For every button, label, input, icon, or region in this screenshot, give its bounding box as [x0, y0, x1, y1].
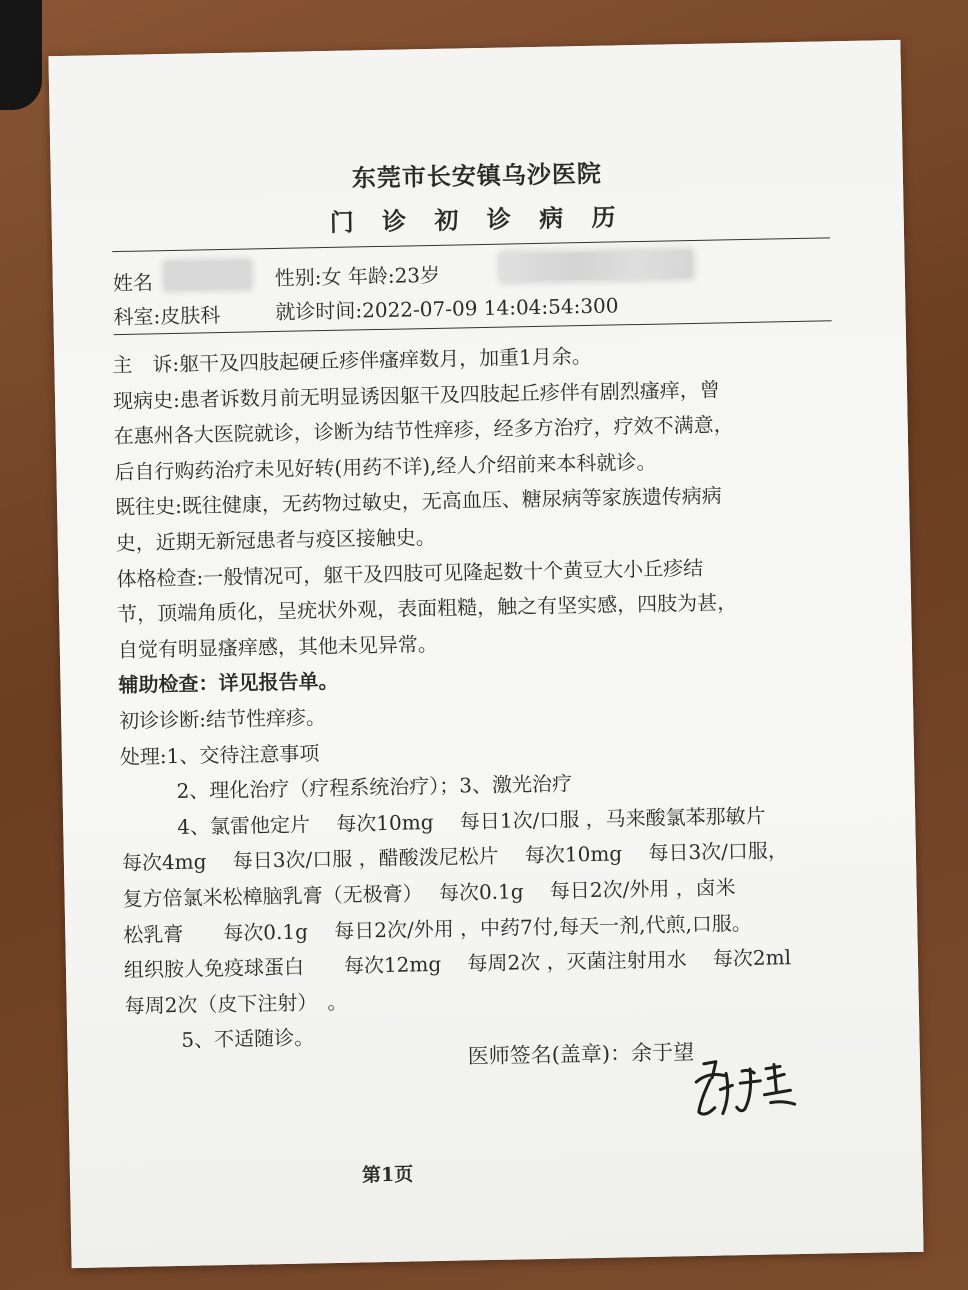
treatment-item-5: 5、不适随诊。	[181, 1025, 315, 1053]
doctor-signature-label: 医师签名(盖章)：余于望	[467, 1040, 695, 1069]
visit-time: 就诊时间:2022-07-09 14:04:54:300	[275, 293, 619, 324]
physical-exam-line-2: 节，顶端角质化，呈疣状外观，表面粗糙，触之有坚实感，四肢为甚，	[116, 590, 738, 627]
treatment-item-4-line-5: 组织胺人免疫球蛋白 每次12mg 每周2次 ，灭菌注射用水 每次2ml	[123, 945, 792, 983]
header-rule-bottom	[114, 320, 832, 335]
chief-complaint: 主 诉:躯干及四肢起硬丘疹伴瘙痒数月，加重1月余。	[112, 343, 592, 378]
page-number: 第1页	[361, 1163, 414, 1187]
treatment-item-2-3: 2、理化治疗（疗程系统治疗）；3、激光治疗	[176, 771, 573, 804]
treatment-item-4-line-6: 每周2次（皮下注射） 。	[124, 989, 348, 1018]
physical-exam-line-1: 体格检查:一般情况可，躯干及四肢可见隆起数十个黄豆大小丘疹结	[116, 555, 704, 591]
gender-age: 性别:女 年龄:23岁	[274, 262, 441, 290]
treatment-item-4-line-1: 4、氯雷他定片 每次10mg 每日1次/口服 ，马来酸氯苯那敏片	[177, 803, 766, 839]
past-history-line-2: 史，近期无新冠患者与疫区接触史。	[115, 524, 436, 556]
dark-object-corner	[0, 0, 42, 110]
present-illness-line-1: 现病史:患者诉数月前无明显诱因躯干及四肢起丘疹伴有剧烈瘙痒，曾	[112, 377, 720, 413]
present-illness-line-2: 在惠州各大医院就诊，诊断为结节性痒疹，经多方治疗，疗效不满意，	[113, 412, 734, 449]
treatment-item-4-line-4: 松乳膏 每次0.1g 每日2次/外用 ，中药7付,每天一剂,代煎,口服。	[123, 910, 753, 947]
physical-exam-line-3: 自觉有明显瘙痒感，其他未见异常。	[117, 631, 439, 662]
medical-record-sheet	[48, 40, 923, 1268]
initial-diagnosis: 初诊诊断:结节性痒疹。	[118, 705, 327, 733]
auxiliary-exam: 辅助检查：详见报告单。	[118, 669, 339, 698]
department: 科室:皮肤科	[113, 303, 221, 330]
redacted-name	[164, 260, 251, 290]
treatment-item-4-line-2: 每次4mg 每日3次/口服 ，醋酸泼尼松片 每次10mg 每日3次/口服，	[121, 838, 789, 876]
name-label: 姓名	[112, 270, 154, 296]
handwritten-signature	[690, 1054, 803, 1124]
record-title: 门 诊 初 诊 病 历	[329, 202, 626, 237]
treatment-item-1: 处理:1、交待注意事项	[119, 740, 320, 769]
hospital-name: 东莞市长安镇乌沙医院	[351, 158, 603, 193]
redacted-id	[500, 250, 693, 282]
record-body	[112, 334, 866, 1060]
treatment-item-4-line-3: 复方倍氯米松樟脑乳膏（无极膏） 每次0.1g 每日2次/外用 ，卤米	[122, 875, 736, 911]
past-history-line-1: 既往史:既往健康，无药物过敏史，无高血压、糖尿病等家族遗传病病	[114, 483, 722, 520]
present-illness-line-3: 后自行购药治疗未见好转(用药不详),经人介绍前来本科就诊。	[114, 449, 657, 484]
